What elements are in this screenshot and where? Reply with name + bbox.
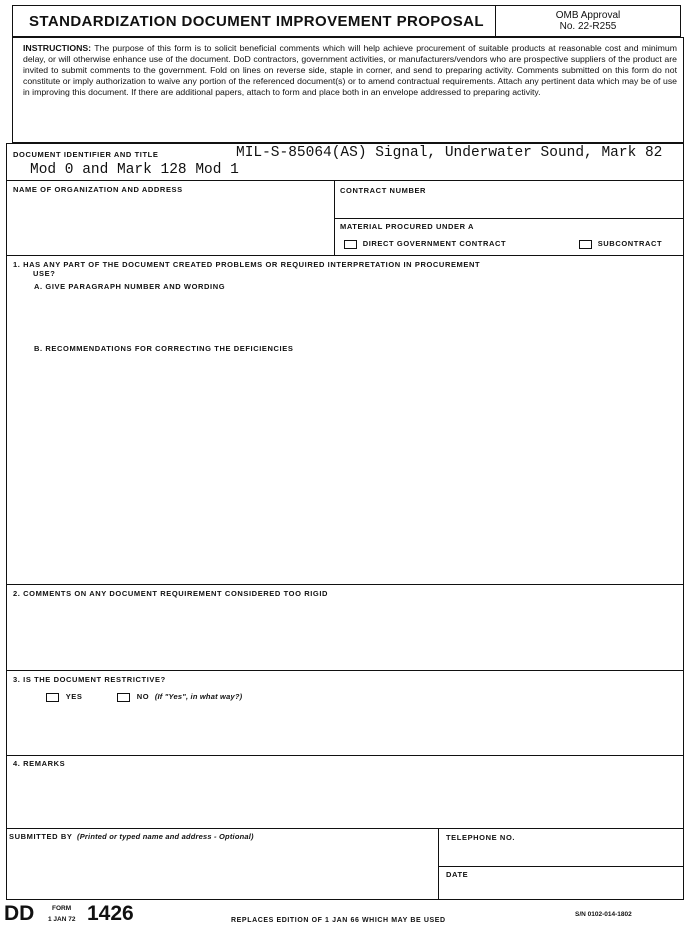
instructions-label: INSTRUCTIONS:	[23, 43, 92, 53]
footer-form-bottom: 1 JAN 72	[48, 916, 76, 923]
divider	[334, 218, 684, 219]
question-1a-field[interactable]	[10, 293, 680, 341]
no-label: NO	[136, 692, 150, 701]
divider	[6, 755, 684, 756]
question-1-cont: USE?	[33, 269, 56, 278]
question-1b: B. RECOMMENDATIONS FOR CORRECTING THE DEFICIENCIES	[34, 344, 294, 353]
divider	[6, 828, 684, 829]
org-label: NAME OF ORGANIZATION AND ADDRESS	[13, 185, 183, 194]
submitted-by-block	[9, 832, 254, 841]
question-3: 3. IS THE DOCUMENT RESTRICTIVE?	[13, 675, 166, 684]
direct-gov-option	[344, 239, 506, 249]
omb-approval: OMB Approval	[555, 10, 621, 21]
footer-form-top: FORM	[52, 905, 72, 912]
yes-checkbox[interactable]	[46, 693, 59, 702]
footer-sn: S/N 0102-014-1802	[575, 911, 632, 918]
no-hint: (If "Yes", in what way?)	[154, 692, 243, 701]
contract-field[interactable]	[336, 196, 682, 216]
divider	[438, 866, 684, 867]
instructions-paragraph	[23, 43, 677, 98]
question-2-field[interactable]	[10, 600, 680, 668]
no-option	[117, 692, 242, 702]
question-4: 4. REMARKS	[13, 759, 66, 768]
remarks-field[interactable]	[10, 770, 680, 826]
subcontract-checkbox[interactable]	[579, 240, 592, 249]
divider	[6, 670, 684, 671]
submitted-by-hint: (Printed or typed name and address - Optional)	[77, 832, 254, 841]
direct-gov-label: DIRECT GOVERNMENT CONTRACT	[362, 239, 507, 248]
doc-id-line2[interactable]: Mod 0 and Mark 128 Mod 1	[30, 162, 239, 178]
date-label: DATE	[446, 870, 469, 879]
footer-replaces: REPLACES EDITION OF 1 JAN 66 WHICH MAY BE USED	[231, 917, 446, 924]
submitted-by-field[interactable]	[8, 843, 436, 898]
telephone-label: TELEPHONE NO.	[446, 833, 516, 842]
no-checkbox[interactable]	[117, 693, 130, 702]
yes-option	[46, 692, 83, 702]
footer-form-id	[4, 904, 174, 928]
question-3-field[interactable]	[10, 706, 680, 752]
doc-id-label: DOCUMENT IDENTIFIER AND TITLE	[13, 150, 159, 159]
telephone-field[interactable]	[440, 843, 682, 865]
form-title: STANDARDIZATION DOCUMENT IMPROVEMENT PROPOSAL	[29, 13, 484, 30]
divider	[6, 180, 684, 181]
divider	[6, 255, 684, 256]
direct-gov-checkbox[interactable]	[344, 240, 357, 249]
doc-id-line1[interactable]: MIL-S-85064(AS) Signal, Underwater Sound, Mark 82	[236, 145, 663, 161]
question-1a: A. GIVE PARAGRAPH NUMBER AND WORDING	[34, 282, 226, 291]
divider	[6, 584, 684, 585]
date-field[interactable]	[440, 880, 682, 898]
org-field[interactable]	[8, 196, 333, 254]
material-label: MATERIAL PROCURED UNDER A	[340, 222, 475, 231]
omb-number: No. 22-R255	[559, 21, 617, 32]
subcontract-label: SUBCONTRACT	[597, 239, 663, 248]
question-1: 1. HAS ANY PART OF THE DOCUMENT CREATED PROBLEMS OR REQUIRED INTERPRETATION IN PROCUREMENT	[13, 260, 481, 269]
yes-label: YES	[65, 692, 83, 701]
question-1b-field[interactable]	[10, 355, 680, 581]
footer-dd: DD	[4, 902, 35, 925]
question-2: 2. COMMENTS ON ANY DOCUMENT REQUIREMENT CONSIDERED TOO RIGID	[13, 589, 329, 598]
instructions-box	[12, 37, 684, 143]
instructions-text: The purpose of this form is to solicit beneficial comments which will help achieve procurement of suitable products at reasonable cost and minimum delay, or will otherwise enhance use of the document. DoD contractors, government activities, or manufacturers/vendors who are prospective suppliers of the product are invited to submit comments to the government. Fold on lines on reverse side, staple in corner, and send to preparing activity. Comments submitted on this form do not constitute or imply authorization to waive any portion of the referenced document(s) or to amend contractual requirements. Attach any pertinent data which may be of use in improving this document. If there are additional papers, attach to form and place both in an envelope addressed to preparing activity.	[23, 43, 677, 97]
contract-label: CONTRACT NUMBER	[340, 186, 427, 195]
footer-number: 1426	[87, 902, 134, 925]
submitted-by-label: SUBMITTED BY	[9, 832, 73, 841]
subcontract-option	[579, 239, 662, 249]
divider	[438, 828, 439, 900]
title-box	[12, 5, 496, 37]
omb-box	[495, 5, 681, 37]
